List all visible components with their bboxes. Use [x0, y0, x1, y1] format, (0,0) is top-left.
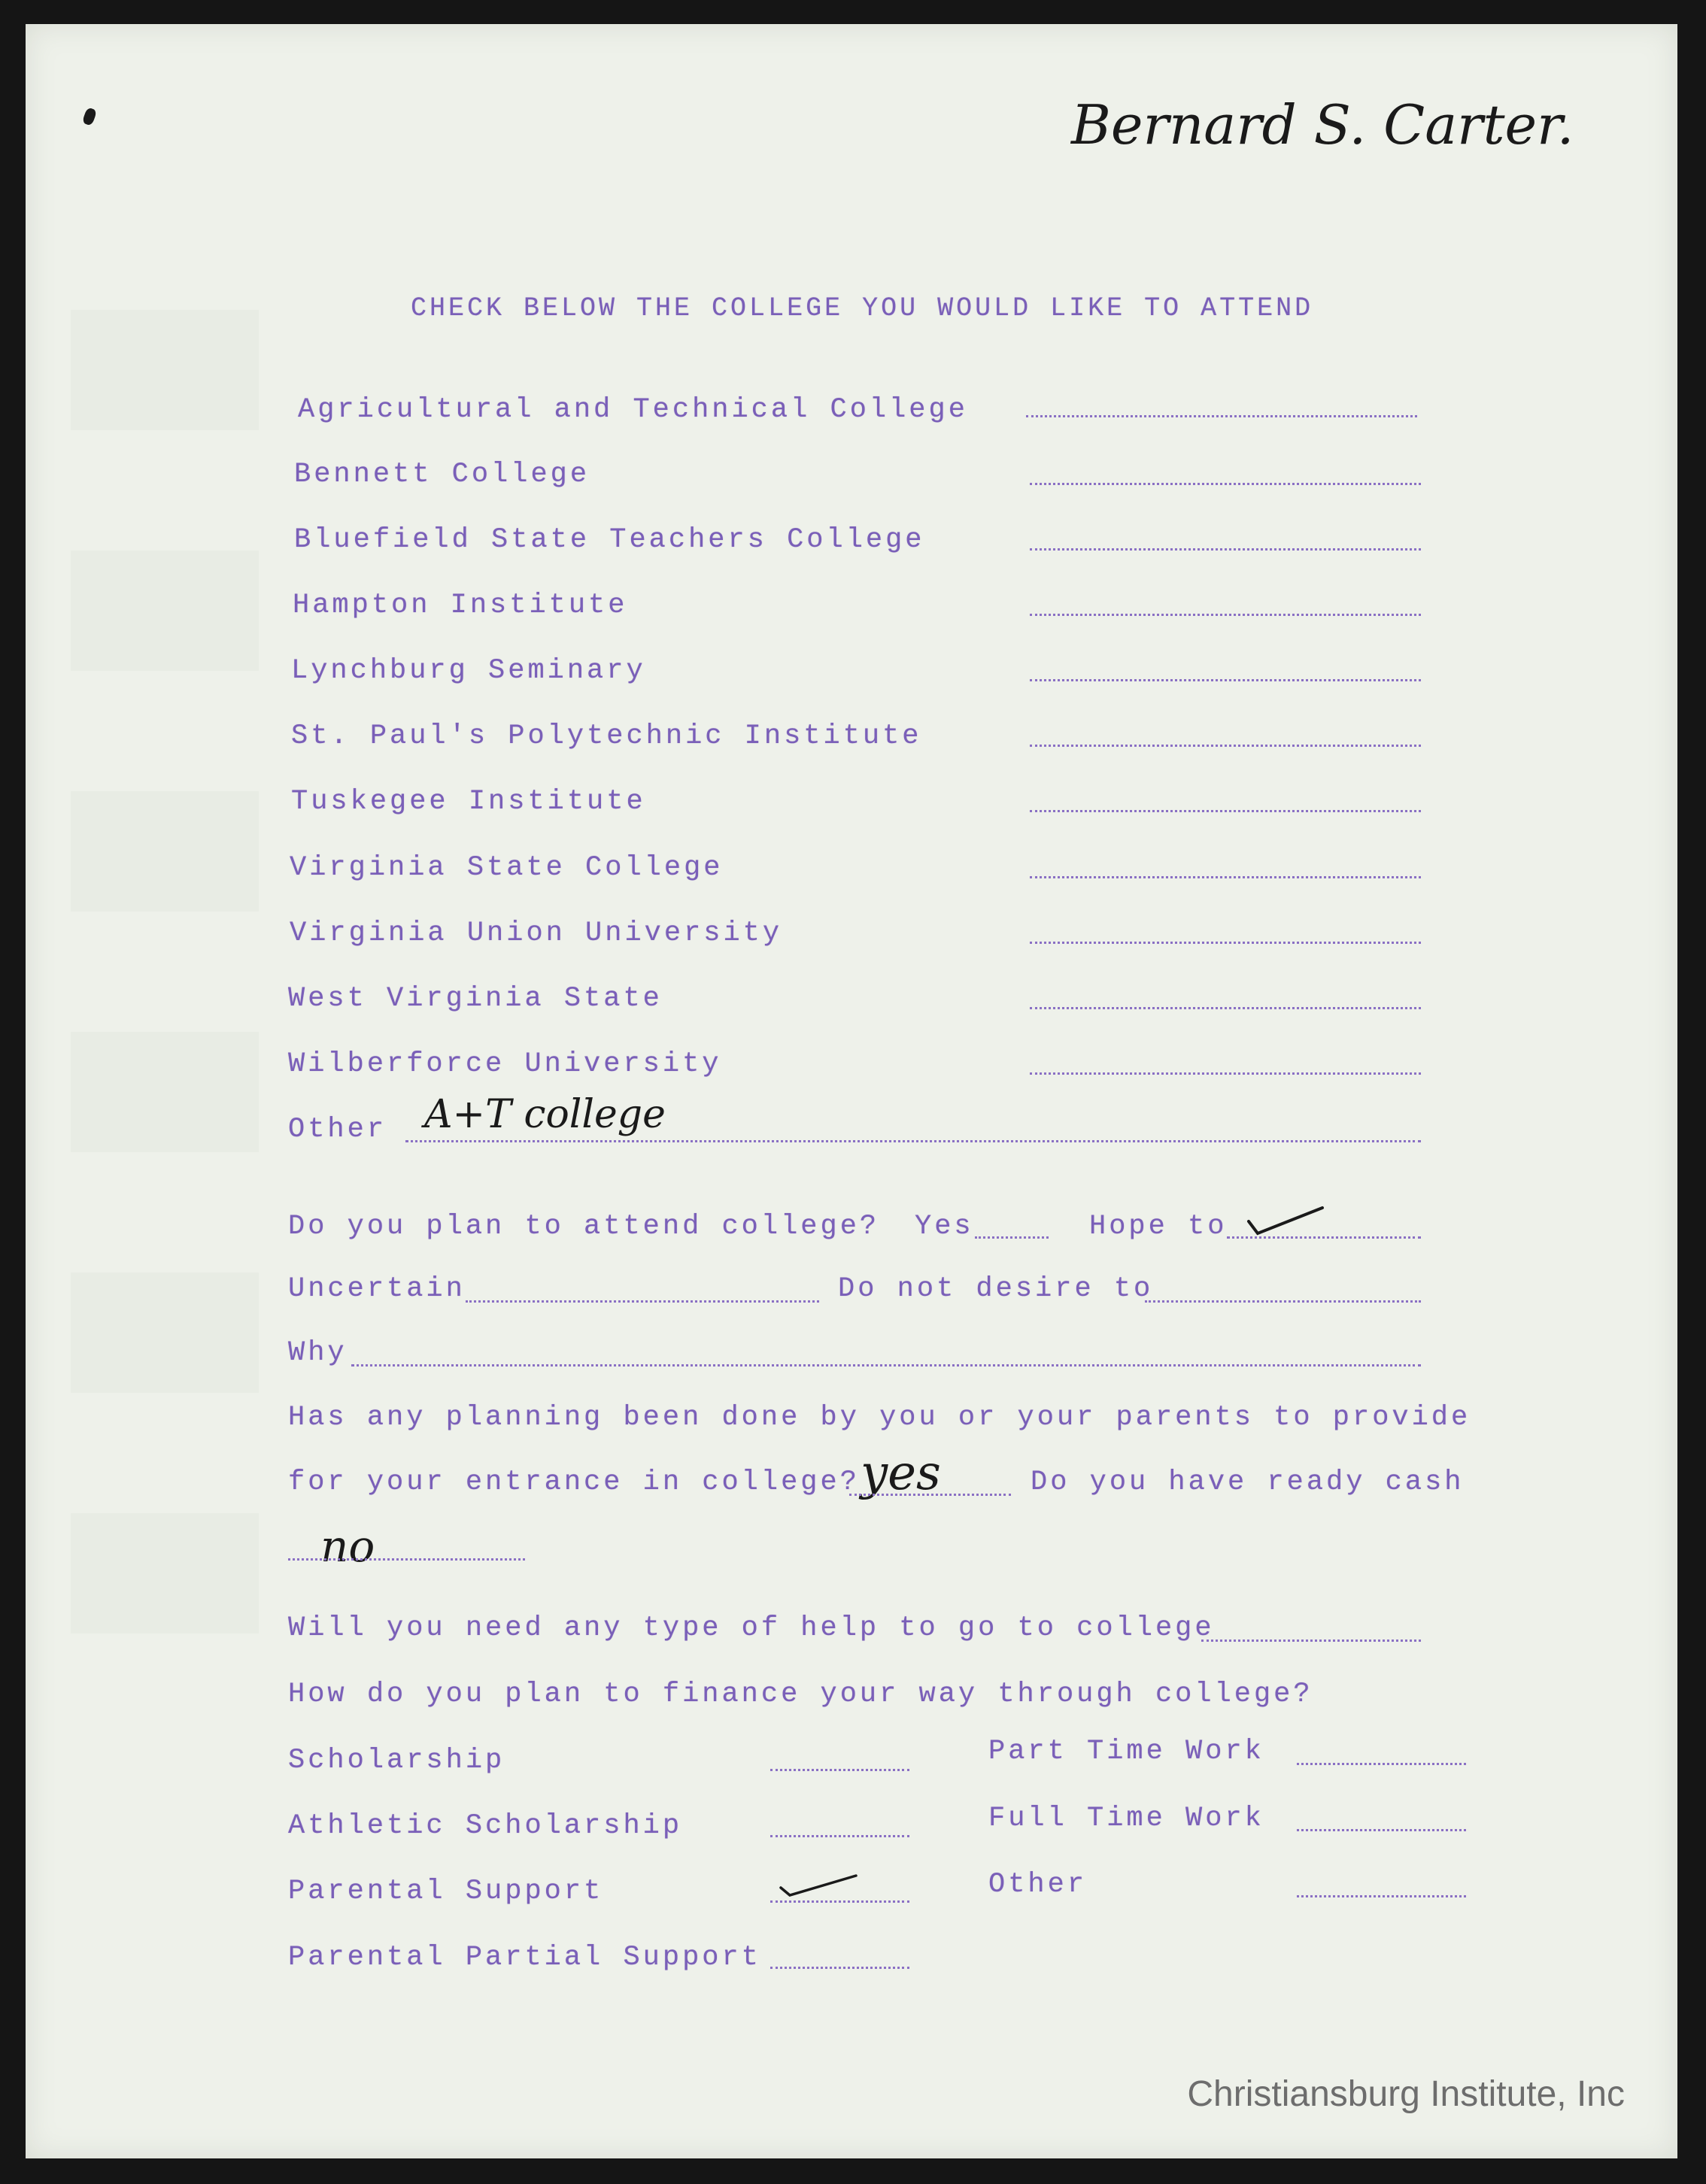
- finance-option-line[interactable]: [1297, 1763, 1466, 1765]
- finance-option-label: Parental Support: [288, 1876, 604, 1907]
- yes-label: Yes: [915, 1211, 974, 1242]
- college-check-line[interactable]: [1030, 483, 1421, 485]
- college-label: Virginia State College: [290, 852, 724, 884]
- bleed-through-shadow: [71, 310, 259, 1739]
- planning-question-line2: for your entrance in college?: [288, 1467, 860, 1498]
- finance-option-line[interactable]: [1297, 1895, 1466, 1897]
- college-label: Bennett College: [294, 459, 590, 490]
- college-check-line[interactable]: [1030, 810, 1421, 812]
- college-label: Virginia Union University: [290, 918, 783, 949]
- college-label: Lynchburg Seminary: [291, 655, 646, 687]
- finance-option-line[interactable]: [1297, 1829, 1466, 1831]
- college-check-line[interactable]: [1030, 1072, 1421, 1075]
- attend-question: Do you plan to attend college?: [288, 1211, 880, 1242]
- college-check-line[interactable]: [1030, 548, 1421, 551]
- finance-option-label: Athletic Scholarship: [288, 1810, 683, 1842]
- college-label: Wilberforce University: [288, 1048, 722, 1080]
- college-label: West Virginia State: [288, 983, 663, 1015]
- why-label: Why: [288, 1337, 348, 1369]
- hope-to-line[interactable]: [1227, 1236, 1421, 1239]
- checkmark-icon: [1244, 1202, 1327, 1241]
- do-not-desire-line[interactable]: [1145, 1300, 1421, 1303]
- yes-line[interactable]: [975, 1236, 1049, 1239]
- finance-option-label: Part Time Work: [988, 1736, 1264, 1767]
- college-check-line[interactable]: [1030, 942, 1421, 944]
- college-check-line[interactable]: [1030, 1007, 1421, 1009]
- finance-option-label: Scholarship: [288, 1745, 505, 1776]
- form-heading: CHECK BELOW THE COLLEGE YOU WOULD LIKE TO ATTEND: [411, 293, 1314, 323]
- finance-option-line[interactable]: [770, 1967, 909, 1969]
- finance-question: How do you plan to finance your way through college?: [288, 1679, 1313, 1710]
- cash-answer: no: [320, 1521, 375, 1572]
- uncertain-line[interactable]: [466, 1300, 819, 1303]
- uncertain-label: Uncertain: [288, 1273, 466, 1305]
- cash-question: Do you have ready cash: [1031, 1467, 1465, 1498]
- college-check-line[interactable]: [1030, 614, 1421, 616]
- other-college-answer: A+T college: [424, 1092, 666, 1137]
- finance-option-line[interactable]: [770, 1769, 909, 1771]
- finance-option-label: Other: [988, 1869, 1088, 1900]
- planning-answer: yes: [861, 1445, 941, 1501]
- college-label: Hampton Institute: [293, 590, 628, 621]
- planning-line[interactable]: [849, 1494, 1011, 1496]
- college-check-line[interactable]: [1030, 679, 1421, 681]
- form-page: [26, 24, 1677, 2158]
- college-label: Agricultural and Technical College: [298, 394, 968, 426]
- college-label: Bluefield State Teachers College: [294, 524, 925, 556]
- finance-option-line[interactable]: [770, 1900, 909, 1903]
- finance-option-label: Full Time Work: [988, 1803, 1264, 1834]
- college-check-line[interactable]: [1030, 745, 1421, 747]
- college-label: Tuskegee Institute: [291, 786, 646, 817]
- ink-speck: [82, 107, 98, 126]
- other-college-line[interactable]: [405, 1140, 1421, 1142]
- college-label: St. Paul's Polytechnic Institute: [291, 720, 922, 752]
- archive-watermark: Christiansburg Institute, Inc: [1187, 2074, 1625, 2114]
- college-check-line[interactable]: [1030, 876, 1421, 878]
- hope-to-label: Hope to: [1089, 1211, 1228, 1242]
- help-line[interactable]: [1201, 1640, 1421, 1642]
- finance-option-line[interactable]: [770, 1835, 909, 1837]
- do-not-desire-label: Do not desire to: [838, 1273, 1154, 1305]
- why-line[interactable]: [351, 1364, 1421, 1367]
- planning-question-line1: Has any planning been done by you or your parents to provide: [288, 1402, 1471, 1433]
- college-check-line[interactable]: [1026, 415, 1417, 417]
- finance-option-label: Parental Partial Support: [288, 1942, 761, 1973]
- cash-line[interactable]: [288, 1558, 525, 1561]
- signature: Bernard S. Carter.: [1071, 93, 1574, 156]
- checkmark-icon: [778, 1871, 861, 1901]
- help-question: Will you need any type of help to go to college: [288, 1612, 1215, 1644]
- other-college-label: Other: [288, 1114, 387, 1145]
